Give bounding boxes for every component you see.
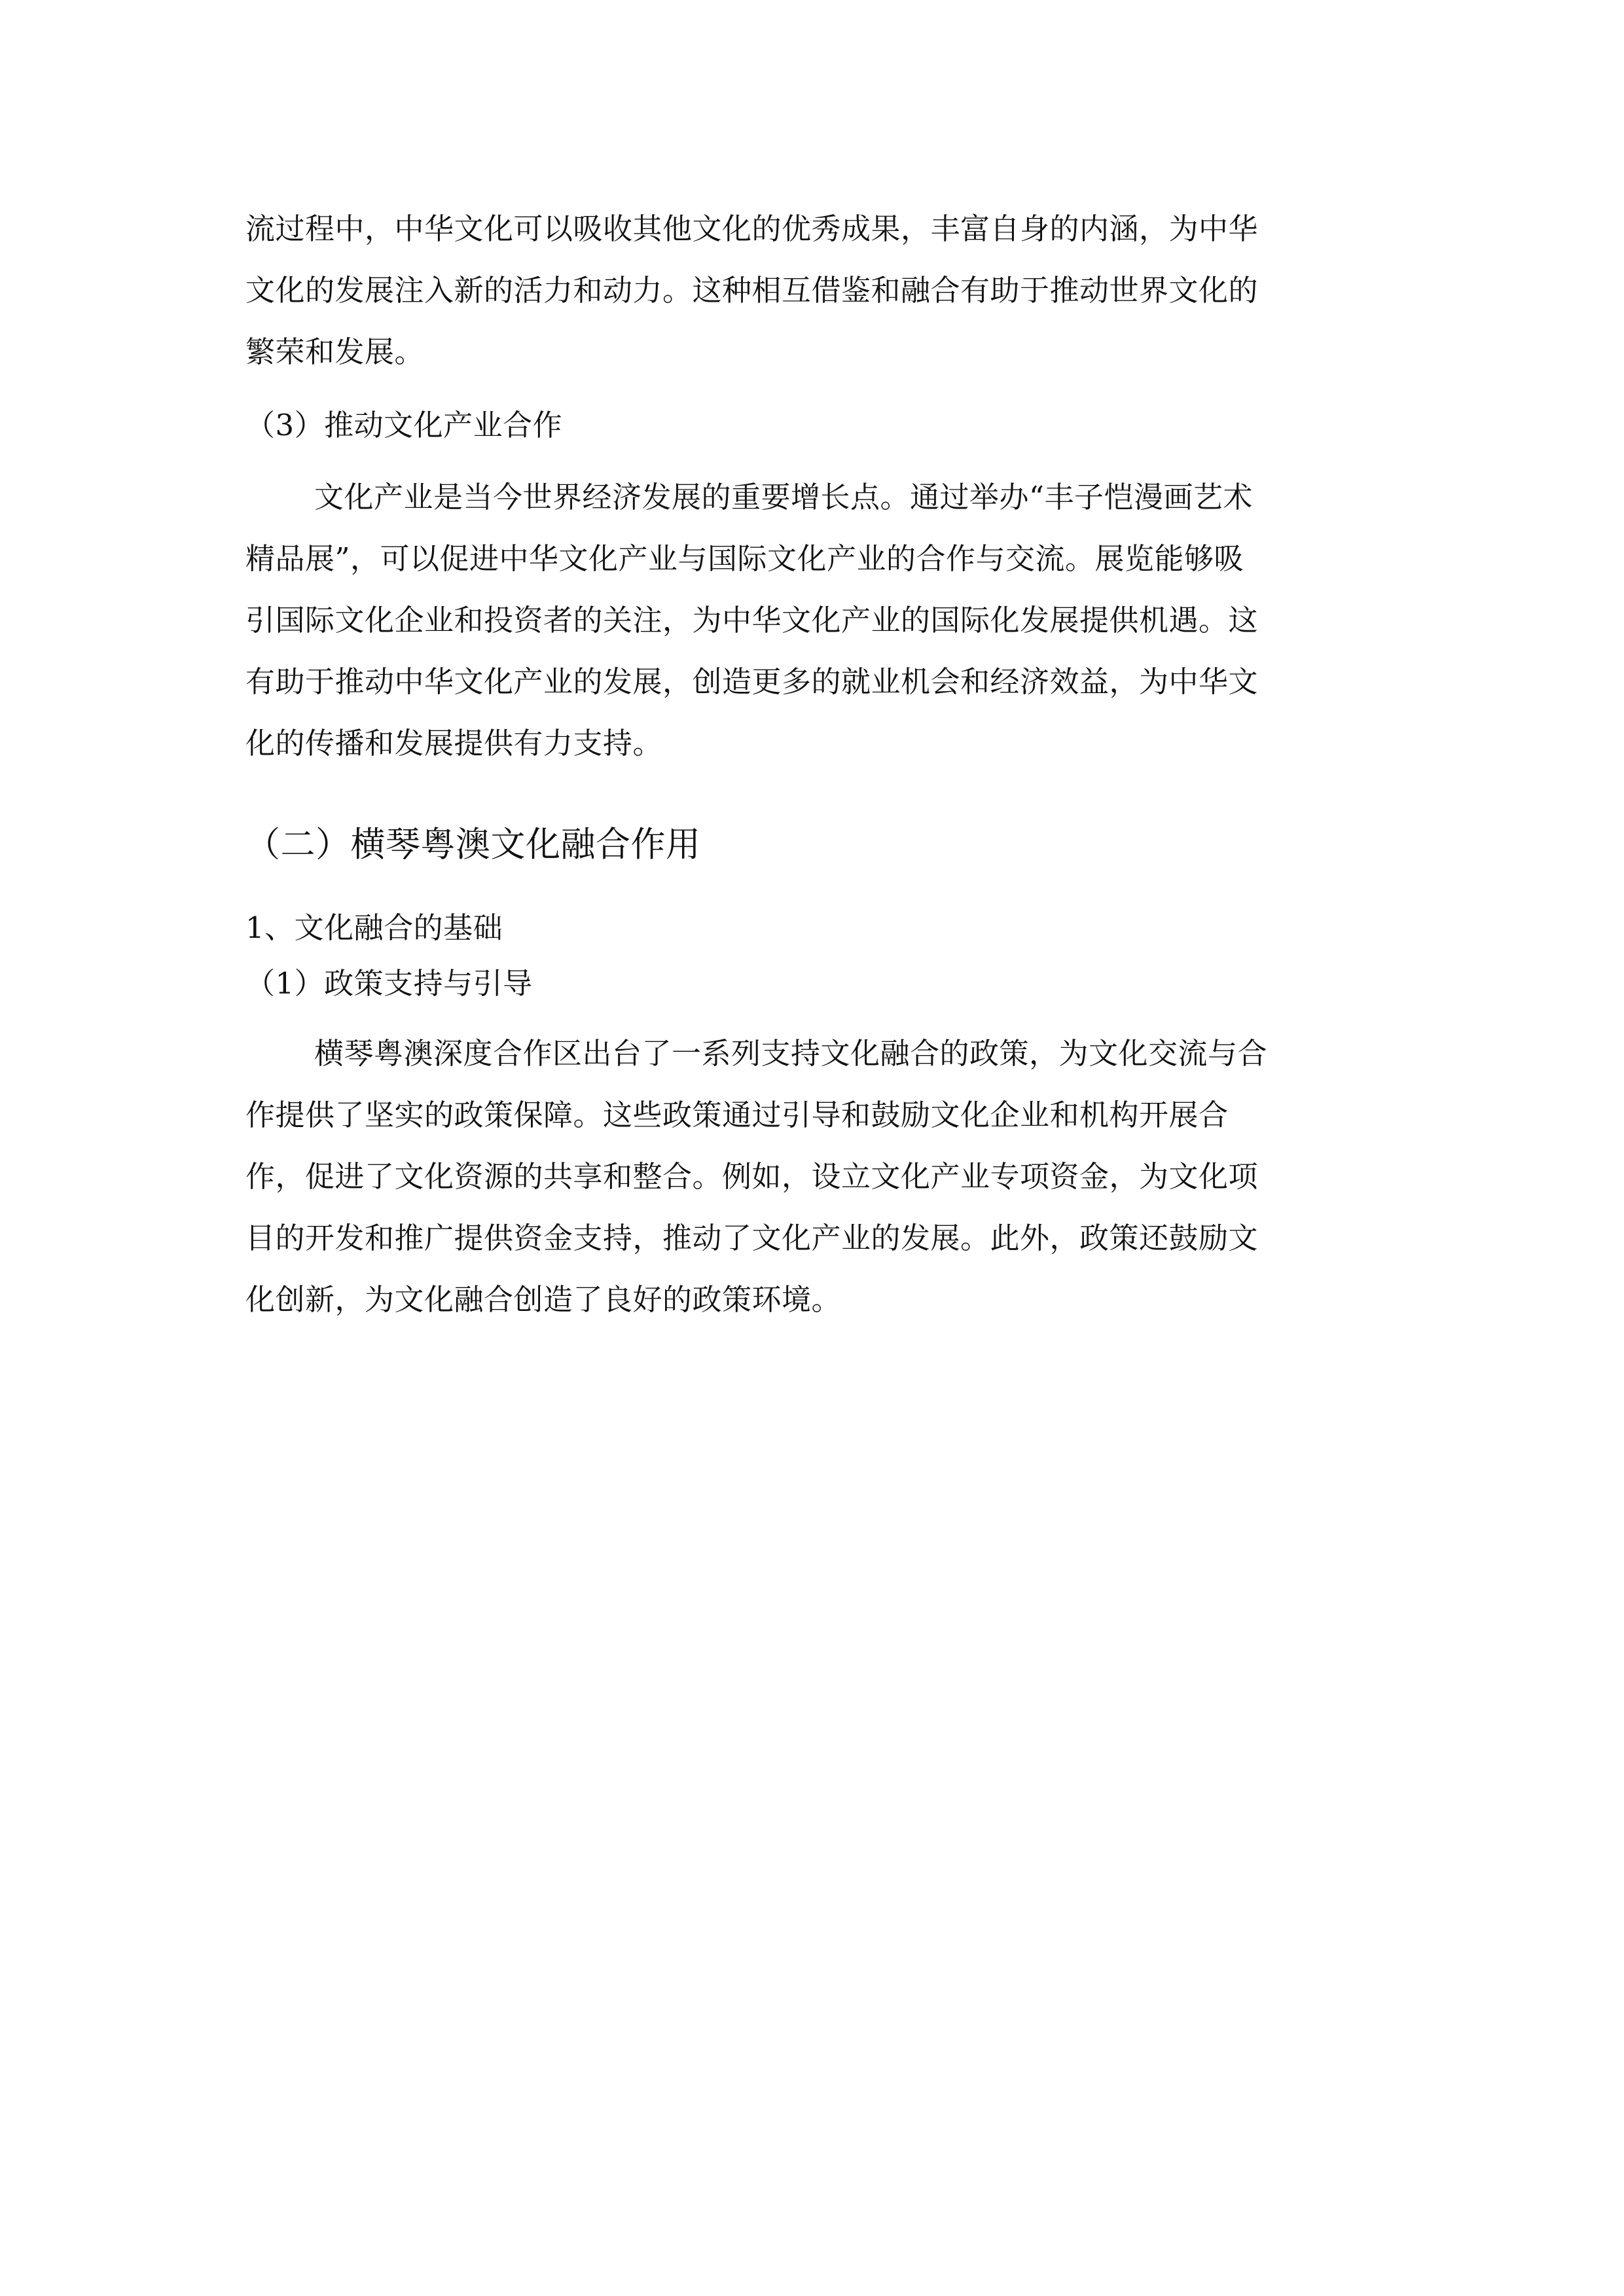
paragraph-line: 精品展”，可以促进中华文化产业与国际文化产业的合作与交流。展览能够吸	[245, 541, 1244, 576]
sub-heading: （1）政策支持与引导	[245, 966, 533, 1001]
numbered-heading: 1、文化融合的基础	[245, 910, 503, 945]
paragraph-line: 文化产业是当今世界经济发展的重要增长点。通过举办“丰子恺漫画艺术	[314, 480, 1254, 514]
paragraph-line: 作提供了坚实的政策保障。这些政策通过引导和鼓励文化企业和机构开展合	[245, 1098, 1229, 1132]
sub-heading: （3）推动文化产业合作	[245, 408, 563, 442]
paragraph-line: 有助于推动中华文化产业的发展，创造更多的就业机会和经济效益，为中华文	[245, 664, 1259, 699]
paragraph-line: 化创新，为文化融合创造了良好的政策环境。	[245, 1282, 842, 1317]
paragraph-line: 繁荣和发展。	[245, 334, 425, 369]
paragraph-line: 引国际文化企业和投资者的关注，为中华文化产业的国际化发展提供机遇。这	[245, 603, 1259, 637]
section-heading: （二）横琴粤澳文化融合作用	[245, 825, 701, 865]
paragraph-line: 横琴粤澳深度合作区出台了一系列支持文化融合的政策，为文化交流与合	[314, 1036, 1268, 1071]
paragraph-line: 作，促进了文化资源的共享和整合。例如，设立文化产业专项资金，为文化项	[245, 1159, 1259, 1194]
paragraph-line: 文化的发展注入新的活力和动力。这种相互借鉴和融合有助于推动世界文化的	[245, 273, 1259, 308]
paragraph-line: 目的开发和推广提供资金支持，推动了文化产业的发展。此外，政策还鼓励文	[245, 1221, 1259, 1255]
paragraph-line: 化的传播和发展提供有力支持。	[245, 726, 663, 761]
paragraph-line: 流过程中，中华文化可以吸收其他文化的优秀成果，丰富自身的内涵，为中华	[245, 211, 1259, 246]
